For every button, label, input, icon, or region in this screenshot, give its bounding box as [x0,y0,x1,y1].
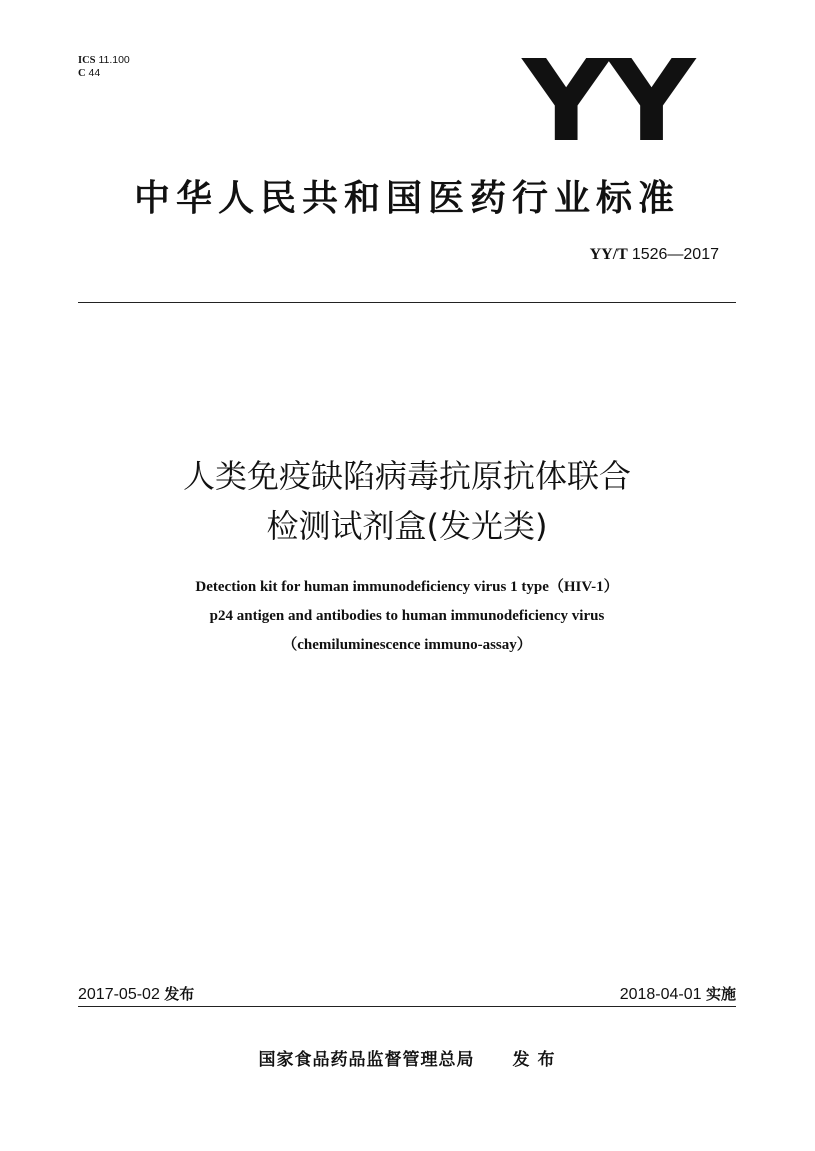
classification-codes [78,54,130,80]
implement-date [620,983,736,1004]
implement-label: 实施 [705,985,736,1003]
title-en-line3: （chemiluminescence immuno-assay） [282,637,532,653]
bottom-divider [78,1006,736,1007]
publish-date [78,983,194,1004]
standard-number [590,246,719,264]
ics-value: 11.100 [98,54,130,66]
standard-prefix: YY/T [589,246,628,263]
issuer-action: 发 布 [512,1050,556,1070]
org-title: 中华人民共和国医药行业标准 [133,178,680,219]
title-cn-line1: 人类免疫缺陷病毒抗原抗体联合 [182,457,631,495]
title-en-line1: Detection kit for human immunodeficiency virus 1 type（HIV-1） [195,579,619,595]
publish-date-value: 2017-05-02 [78,986,160,1003]
issuer-name: 国家食品药品监督管理总局 [258,1050,475,1070]
standard-code: 1526—2017 [631,246,719,263]
top-divider [78,302,736,303]
issuer [78,1045,736,1070]
ccs-value: 44 [88,67,101,79]
ccs-label: C [78,68,86,79]
title-cn-line2: 检测试剂盒(发光类) [266,507,548,545]
yy-logo: YY [522,37,693,167]
implement-date-value: 2018-04-01 [619,986,702,1003]
title-en-line2: p24 antigen and antibodies to human immunodeficiency virus [209,608,605,624]
ics-label: ICS [78,55,96,66]
publish-label: 发布 [164,985,195,1003]
ics-code [78,54,130,67]
ccs-code [78,67,130,80]
